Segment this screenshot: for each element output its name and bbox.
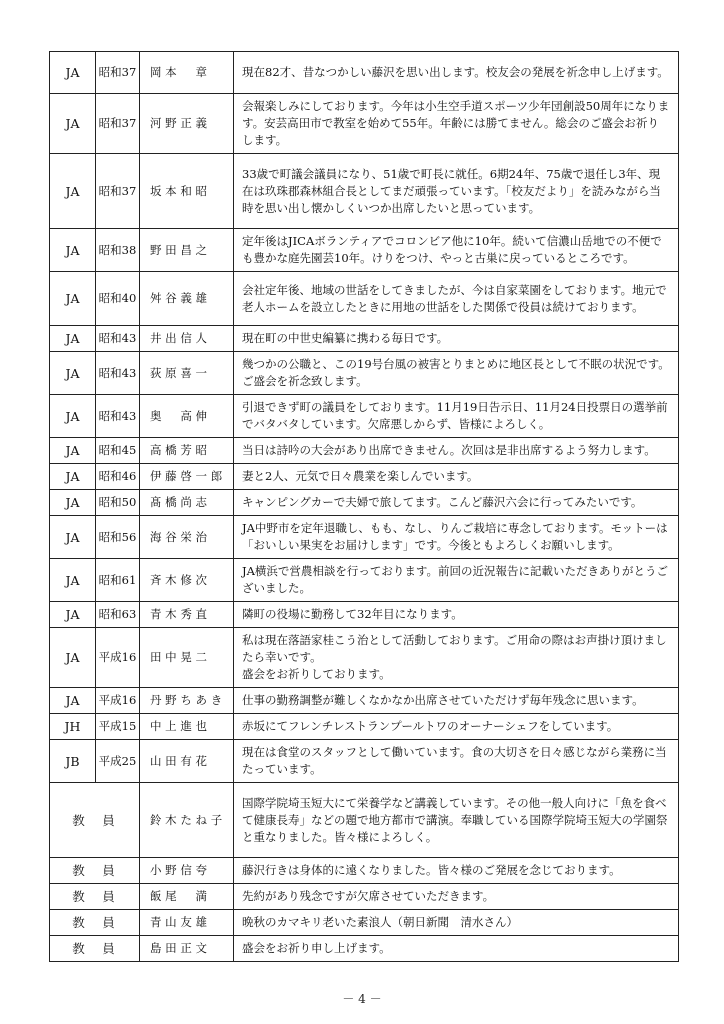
graduation-year-cell: 昭和63 [96,602,140,628]
division-cell: JH [50,714,96,740]
division-cell: JA [50,516,96,559]
division-cell: JA [50,438,96,464]
table-row [50,395,679,438]
message-cell: JA横浜で営農相談を行っております。前回の近況報告に記載いただきありがとうございました。 [234,559,679,602]
division-cell: JA [50,154,96,229]
division-cell: JA [50,490,96,516]
message-cell: 現在町の中世史編纂に携わる毎日です。 [234,326,679,352]
name-cell: 奥 高伸 [140,395,234,438]
message-cell: 盛会をお祈り申し上げます。 [234,936,679,962]
division-cell: 教員 [50,858,140,884]
graduation-year-cell: 昭和40 [96,272,140,326]
name-cell: 中上進也 [140,714,234,740]
graduation-year-cell: 平成16 [96,628,140,688]
name-cell: 海谷栄治 [140,516,234,559]
division-cell: JA [50,352,96,395]
table-row [50,352,679,395]
message-cell: 国際学院埼玉短大にて栄養学など講義しています。その他一般人向けに「魚を食べて健康長寿」などの題で地方都市で講演。奉職している国際学院埼玉短大の学園祭と重なりました。皆々様によろしく。 [234,783,679,858]
graduation-year-cell: 平成16 [96,688,140,714]
name-cell: 井出信人 [140,326,234,352]
name-cell: 青木秀直 [140,602,234,628]
message-cell: 幾つかの公職と、この19号台風の被害とりまとめに地区長として不眠の状況です。ご盛会を祈念致します。 [234,352,679,395]
name-cell: 島田正文 [140,936,234,962]
table-row [50,272,679,326]
message-cell: 隣町の役場に勤務して32年目になります。 [234,602,679,628]
division-cell: JA [50,229,96,272]
message-cell: 会社定年後、地域の世話をしてきましたが、今は自家菜園をしております。地元で老人ホームを設立したときに用地の世話をした関係で役員は続けております。 [234,272,679,326]
table-row [50,858,679,884]
graduation-year-cell: 昭和38 [96,229,140,272]
name-cell: 高橋芳昭 [140,438,234,464]
name-cell: 丹野ちあき [140,688,234,714]
table-body [50,52,679,962]
graduation-year-cell: 平成15 [96,714,140,740]
graduation-year-cell: 昭和50 [96,490,140,516]
table-row [50,52,679,94]
table-row [50,516,679,559]
table-row [50,326,679,352]
message-cell: 会報楽しみにしております。今年は小生空手道スポーツ少年団創設50周年になります。安芸高田市で教室を始めて55年。年齢には勝てません。総会のご盛会お祈りします。 [234,94,679,154]
table-row [50,490,679,516]
name-cell: 河野正義 [140,94,234,154]
division-cell: 教員 [50,884,140,910]
table-row [50,464,679,490]
division-cell: JA [50,559,96,602]
table-row [50,740,679,783]
table-row [50,936,679,962]
division-cell: JA [50,326,96,352]
graduation-year-cell: 平成25 [96,740,140,783]
message-cell: 引退できず町の議員をしております。11月19日告示日、11月24日投票日の選挙前でバタバタしています。欠席悪しからず、皆様によろしく。 [234,395,679,438]
division-cell: JA [50,94,96,154]
message-cell: 先約があり残念ですが欠席させていただきます。 [234,884,679,910]
message-cell: 赤坂にてフレンチレストランプールトワのオーナーシェフをしています。 [234,714,679,740]
alumni-message-table [49,51,679,962]
division-cell: JA [50,395,96,438]
graduation-year-cell: 昭和43 [96,395,140,438]
name-cell: 伊藤啓一郎 [140,464,234,490]
table-row [50,438,679,464]
name-cell: 髙橋尚志 [140,490,234,516]
name-cell: 野田昌之 [140,229,234,272]
message-cell: キャンピングカーで夫婦で旅してます。こんど藤沢六会に行ってみたいです。 [234,490,679,516]
message-cell: 当日は詩吟の大会があり出席できません。次回は是非出席するよう努力します。 [234,438,679,464]
table-row [50,910,679,936]
graduation-year-cell: 昭和61 [96,559,140,602]
table-row [50,714,679,740]
name-cell: 小野信夸 [140,858,234,884]
name-cell: 山田有花 [140,740,234,783]
name-cell: 飯尾 満 [140,884,234,910]
message-cell: 仕事の勤務調整が難しくなかなか出席させていただけず毎年残念に思います。 [234,688,679,714]
division-cell: JA [50,52,96,94]
table-row [50,602,679,628]
message-cell: 私は現在落語家桂こう治として活動しております。ご用命の際はお声掛け頂けましたら幸いです。 盛会をお祈りしております。 [234,628,679,688]
graduation-year-cell: 昭和46 [96,464,140,490]
division-cell: JA [50,464,96,490]
table-row [50,229,679,272]
message-cell: 定年後はJICAボランティアでコロンビア他に10年。続いて信濃山岳地での不便でも豊かな庭先園芸10年。けりをつけ、やっと古巣に戻っているところです。 [234,229,679,272]
message-cell: 藤沢行きは身体的に遠くなりました。皆々様のご発展を念じております。 [234,858,679,884]
name-cell: 岡本 章 [140,52,234,94]
name-cell: 田中晃二 [140,628,234,688]
table-row [50,783,679,858]
division-cell: JA [50,272,96,326]
graduation-year-cell: 昭和43 [96,352,140,395]
message-cell: JA中野市を定年退職し、もも、なし、りんご栽培に専念しております。モットーは「おいしい果実をお届けします」です。今後ともよろしくお願いします。 [234,516,679,559]
table-row [50,884,679,910]
table-row [50,154,679,229]
graduation-year-cell: 昭和45 [96,438,140,464]
message-cell: 33歳で町議会議員になり、51歳で町長に就任。6期24年、75歳で退任し3年、現在は玖珠郡森林組合長としてまだ頑張っています。「校友だより」を読みながら当時を思い出し懐かしくいつか出席したいと思っています。 [234,154,679,229]
graduation-year-cell: 昭和37 [96,94,140,154]
message-cell: 現在は食堂のスタッフとして働いています。食の大切さを日々感じながら業務に当たっています。 [234,740,679,783]
table-row [50,559,679,602]
name-cell: 鈴木たね子 [140,783,234,858]
division-cell: JA [50,602,96,628]
division-cell: 教員 [50,783,140,858]
name-cell: 斉木修次 [140,559,234,602]
name-cell: 青山友雄 [140,910,234,936]
name-cell: 舛谷義雄 [140,272,234,326]
name-cell: 荻原喜一 [140,352,234,395]
division-cell: JB [50,740,96,783]
page-number: － 4 － [342,992,382,1006]
message-cell: 晩秋のカマキリ老いた素浪人（朝日新聞 清水さん） [234,910,679,936]
table-row [50,688,679,714]
message-cell: 現在82才、昔なつかしい藤沢を思い出します。校友会の発展を祈念申し上げます。 [234,52,679,94]
message-cell: 妻と2人、元気で日々農業を楽しんでいます。 [234,464,679,490]
division-cell: JA [50,628,96,688]
name-cell: 坂本和昭 [140,154,234,229]
graduation-year-cell: 昭和37 [96,154,140,229]
graduation-year-cell: 昭和37 [96,52,140,94]
division-cell: JA [50,688,96,714]
division-cell: 教員 [50,936,140,962]
table-row [50,94,679,154]
graduation-year-cell: 昭和56 [96,516,140,559]
division-cell: 教員 [50,910,140,936]
graduation-year-cell: 昭和43 [96,326,140,352]
table-row [50,628,679,688]
